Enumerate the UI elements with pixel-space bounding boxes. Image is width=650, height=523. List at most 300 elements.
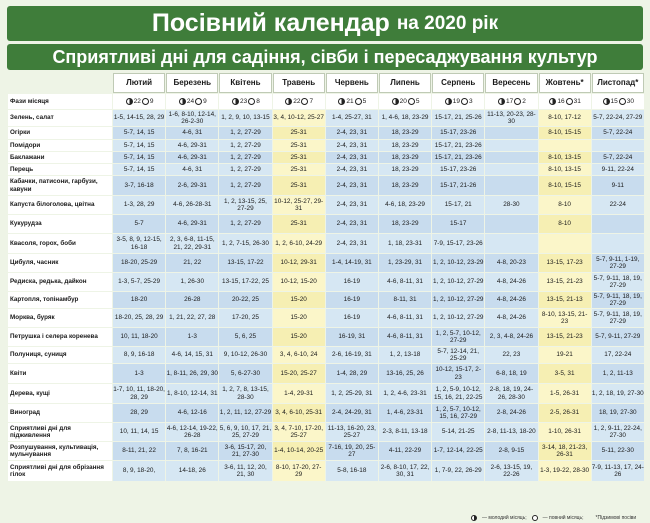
day-cell: 16-19, 31 — [326, 328, 378, 346]
waxing-moon-day: 15 — [610, 97, 618, 105]
day-cell: 25-31 — [273, 152, 325, 163]
moon-phase-cell — [592, 94, 644, 109]
full-moon-day: 31 — [573, 97, 581, 105]
day-cell: 25-31 — [273, 127, 325, 139]
day-cell: 2-4, 23, 31 — [326, 152, 378, 163]
day-cell: 18, 23-29 — [379, 127, 431, 139]
day-cell: 3, 4, 7-10, 17-20, 25-27 — [274, 424, 323, 439]
moon-phase-cell — [326, 94, 378, 109]
table-row — [8, 423, 644, 441]
day-cell: 28, 29 — [113, 404, 165, 422]
planting-calendar-table — [7, 72, 645, 482]
moon-phase-cell — [379, 94, 431, 109]
day-cell: 18-20 — [113, 292, 165, 308]
day-cell: 13-15, 17-23 — [539, 254, 591, 272]
day-cell: 8-10, 13-15 — [539, 152, 591, 163]
day-cell: 4-6, 29-31 — [166, 152, 218, 163]
day-cell: 26-28 — [166, 292, 218, 308]
table-row — [8, 234, 644, 253]
day-cell: 5-7, 9-11, 27-29 — [592, 328, 644, 346]
full-moon-day: 2 — [522, 97, 526, 105]
page-title: Посівний календар — [151, 9, 390, 37]
table-row — [8, 384, 644, 403]
full-moon-icon — [514, 98, 521, 105]
full-moon-day: 30 — [626, 97, 635, 105]
day-cell: 1-4, 10-14, 20-25 — [273, 442, 325, 460]
moon-phase-cell — [166, 94, 218, 109]
day-cell: 1, 2, 5-9, 10-12, 15, 16, 21, 22-25 — [432, 384, 484, 403]
table-row — [8, 461, 644, 481]
month-header: Червень — [326, 73, 378, 93]
day-cell: 1, 2, 25-29, 31 — [326, 384, 378, 403]
legend-note: *Підзимові посіви — [595, 515, 637, 521]
day-cell — [485, 234, 537, 253]
moon-phase-row — [8, 94, 644, 109]
legend — [470, 515, 636, 521]
full-moon-icon — [195, 98, 202, 105]
day-cell: 14-18, 26 — [166, 461, 218, 481]
day-cell: 8-10, 17-12 — [539, 110, 591, 126]
day-cell: 2-8, 24-26 — [485, 404, 537, 422]
table-row — [8, 273, 644, 291]
table-row — [8, 328, 644, 346]
day-cell — [485, 152, 537, 163]
day-cell: 5-7, 9-11, 18, 19, 27-29 — [593, 292, 642, 307]
day-cell: 1, 2, 6-10, 24-29 — [273, 234, 325, 253]
day-cell: 5-7, 22-24 — [592, 152, 644, 163]
month-header-row — [8, 73, 644, 93]
day-cell: 13-15, 21-13 — [539, 292, 591, 308]
full-moon-icon — [566, 98, 573, 105]
day-cell: 15-20, 25-27 — [273, 364, 325, 383]
moon-phase-cell — [113, 94, 165, 109]
day-cell: 2-4, 23, 31 — [326, 215, 378, 233]
month-header: Вересень — [485, 73, 537, 93]
day-cell: 1, 21, 22, 27, 28 — [166, 309, 218, 327]
day-cell: 4-6, 31 — [166, 127, 218, 139]
day-cell: 8-10, 13-15 — [539, 164, 591, 175]
crop-label: Цибуля, часник — [8, 254, 112, 272]
day-cell: 4-6, 12-14, 19-22, 26-28 — [166, 424, 218, 439]
day-cell: 1-3 — [113, 364, 165, 383]
day-cell: 18-20, 25-29 — [113, 254, 165, 272]
day-cell: 18, 23-29 — [379, 164, 431, 175]
day-cell: 13-16, 25, 26 — [379, 364, 431, 383]
waxing-moon-icon — [338, 98, 345, 105]
day-cell: 3-6, 11, 12, 20, 21, 30 — [219, 461, 271, 481]
day-cell: 7-9, 15-17, 23-26 — [432, 234, 484, 253]
full-moon-icon — [142, 98, 149, 105]
day-cell: 18, 23-29 — [379, 215, 431, 233]
day-cell: 1, 2, 10-12, 23-29 — [432, 254, 484, 272]
header-corner — [8, 73, 112, 93]
day-cell: 8-10, 15-15 — [539, 176, 591, 195]
day-cell: 4-11, 22-29 — [379, 442, 431, 460]
day-cell: 4-6, 26-28-31 — [166, 196, 218, 214]
day-cell: 4-6, 8-11, 31 — [379, 328, 431, 346]
day-cell: 5, 6, 9, 10, 17, 21, 25, 27-29 — [219, 424, 272, 439]
table-row — [8, 254, 644, 272]
day-cell: 2-4, 23, 31 — [326, 234, 378, 253]
day-cell: 1, 2, 27-29 — [219, 215, 271, 233]
day-cell: 4-6, 12-16 — [166, 404, 218, 422]
day-cell — [485, 215, 537, 233]
crop-label: Сприятливі дні для підживлення — [8, 423, 112, 441]
day-cell — [539, 234, 591, 253]
waxing-moon-icon — [285, 98, 292, 105]
day-cell: 18, 23-29 — [379, 176, 431, 195]
day-cell: 17-20, 25 — [219, 309, 271, 327]
day-cell: 18-20, 25, 28, 29 — [113, 309, 165, 327]
table-row — [8, 347, 644, 363]
waxing-moon-day: 22 — [293, 97, 301, 105]
month-header: Травень — [273, 73, 325, 93]
day-cell: 4-6, 8-11, 31 — [379, 309, 431, 327]
table-row — [8, 215, 644, 233]
waxing-moon-day: 22 — [133, 97, 141, 105]
waxing-moon-icon — [549, 98, 556, 105]
day-cell: 3, 4, 10-12, 25-27 — [273, 110, 325, 126]
day-cell: 28-30 — [485, 196, 537, 214]
day-cell — [592, 234, 644, 253]
day-cell — [592, 140, 644, 151]
month-header: Жовтень* — [539, 73, 591, 93]
waxing-moon-icon — [445, 98, 452, 105]
day-cell: 1-3, 19-22, 28-30 — [539, 461, 591, 481]
day-cell: 15-17, 21, 25-26 — [432, 110, 484, 126]
day-cell: 4-6, 8-11, 31 — [379, 273, 431, 291]
day-cell: 2-4, 23, 31 — [326, 140, 378, 151]
day-cell: 1, 2, 7, 8, 13-15, 28-30 — [219, 384, 271, 403]
day-cell: 13-15, 17-22 — [219, 254, 271, 272]
day-cell: 3, 4, 6-10, 24 — [273, 347, 325, 363]
day-cell: 15-17 — [432, 215, 484, 233]
table-row — [8, 176, 644, 195]
day-cell: 1-6, 8-10, 12-14, 26-2-30 — [166, 110, 218, 126]
day-cell: 4-8, 24-26 — [485, 273, 537, 291]
day-cell: 5-8, 16-18 — [326, 461, 378, 481]
crop-label: Кабачки, патисони, гарбузи, кавуни — [8, 176, 112, 195]
day-cell: 16-19 — [326, 273, 378, 291]
legend-waxing-text: — молодий місяць; — [482, 515, 527, 521]
day-cell: 8, 9, 16-18 — [113, 347, 165, 363]
day-cell: 22, 23 — [485, 347, 537, 363]
day-cell: 1, 2, 11-13 — [592, 364, 644, 383]
day-cell — [485, 164, 537, 175]
day-cell: 15-20 — [273, 309, 325, 327]
table-row — [8, 127, 644, 139]
day-cell: 5, 6-27-30 — [219, 364, 271, 383]
day-cell: 15-20 — [273, 328, 325, 346]
waxing-moon-day: 24 — [186, 97, 195, 105]
waxing-moon-day: 16 — [557, 97, 565, 105]
day-cell: 1, 2, 13-15, 25, 27-29 — [219, 196, 271, 214]
crop-label: Квасоля, горох, боби — [8, 234, 112, 253]
day-cell: 5-7, 14, 15 — [113, 164, 165, 175]
moon-phase-label: Фази місяця — [8, 94, 112, 109]
day-cell: 4-8, 24-26 — [485, 309, 537, 327]
day-cell: 1, 4-6, 23-31 — [379, 404, 431, 422]
day-cell: 1-4, 28, 29 — [326, 364, 378, 383]
day-cell: 1, 2, 27-29 — [219, 127, 271, 139]
table-row — [8, 404, 644, 422]
day-cell: 25-31 — [273, 140, 325, 151]
day-cell: 1-3, 5-7, 25-29 — [113, 273, 165, 291]
day-cell: 2-8, 9-15 — [485, 442, 537, 460]
day-cell: 15-17, 21 — [432, 196, 484, 214]
crop-label: Картопля, топінамбур — [8, 292, 112, 308]
day-cell: 1-3, 28, 29 — [113, 196, 165, 214]
moon-phase-cell — [539, 94, 591, 109]
day-cell: 1, 18, 23-31 — [379, 234, 431, 253]
day-cell: 1-7, 10, 11, 18-20, 28, 29 — [113, 384, 165, 403]
day-cell: 5-7 — [113, 215, 165, 233]
day-cell: 10, 11, 14, 15 — [113, 423, 165, 441]
day-cell: 20-22, 25 — [219, 292, 271, 308]
day-cell: 1-7, 12-14, 22-25 — [432, 442, 484, 460]
full-moon-icon — [461, 98, 468, 105]
month-header: Квітень — [219, 73, 271, 93]
day-cell: 5-11, 22-30 — [592, 442, 644, 460]
table-row — [8, 140, 644, 151]
day-cell: 5-7, 14, 15 — [113, 152, 165, 163]
day-cell: 1-10, 26-31 — [539, 423, 591, 441]
day-cell: 8-10 — [539, 196, 591, 214]
moon-phase-cell — [432, 94, 484, 109]
waxing-moon-icon — [471, 515, 477, 521]
moon-phase-cell — [485, 94, 537, 109]
day-cell: 2-3, 8-11, 13-18 — [379, 423, 431, 441]
crop-label: Редиска, редька, дайкон — [8, 273, 112, 291]
day-cell: 9, 10-12, 26-30 — [219, 347, 271, 363]
day-cell: 3-14, 18, 21-23, 26-31 — [539, 442, 591, 460]
day-cell: 10-12, 15-20 — [273, 273, 325, 291]
day-cell: 4-6, 31 — [166, 164, 218, 175]
day-cell: 15-20 — [273, 292, 325, 308]
waxing-moon-icon — [392, 98, 399, 105]
crop-label: Капуста білоголова, цвітна — [8, 196, 112, 214]
day-cell: 1-4, 25-27, 31 — [326, 110, 378, 126]
day-cell: 1, 2, 9-11, 22-24, 27-30 — [593, 424, 642, 439]
day-cell: 10-12, 25-27, 29-31 — [274, 197, 324, 212]
waxing-moon-day: 21 — [346, 97, 354, 105]
crop-label: Полуниця, суниця — [8, 347, 112, 363]
day-cell: 2-8, 11-13, 18-20 — [485, 423, 537, 441]
day-cell — [485, 176, 537, 195]
day-cell: 1, 2, 5-7, 10-12, 27-29 — [432, 328, 484, 346]
crop-label: Виноград — [8, 404, 112, 422]
day-cell: 1, 2, 13-18 — [379, 347, 431, 363]
day-cell: 2-5, 26-31 — [539, 404, 591, 422]
table-row — [8, 196, 644, 214]
day-cell: 3, 4, 6-10, 25-31 — [273, 404, 325, 422]
day-cell: 19-21 — [539, 347, 591, 363]
page-title-year: на 2020 рік — [396, 12, 499, 34]
day-cell: 25-31 — [273, 176, 325, 195]
day-cell: 4-8, 24-26 — [485, 292, 537, 308]
day-cell: 1, 4-6, 18, 23-29 — [379, 110, 431, 126]
full-moon-day: 3 — [469, 97, 473, 105]
day-cell: 1, 2, 7-15, 26-30 — [219, 234, 271, 253]
table-row — [8, 309, 644, 327]
day-cell: 4-6, 14, 15, 31 — [166, 347, 218, 363]
day-cell — [592, 215, 644, 233]
day-cell: 1-4, 29-31 — [273, 384, 325, 403]
day-cell — [485, 140, 537, 151]
day-cell: 8-10, 13-15, 21-23 — [539, 309, 591, 327]
day-cell: 7-16, 19, 20, 25-27 — [326, 442, 378, 460]
day-cell: 13-15, 21-23 — [539, 328, 591, 346]
day-cell: 8-11, 31 — [379, 292, 431, 308]
day-cell: 13-15, 21-23 — [539, 273, 591, 291]
day-cell: 9-11, 22-24 — [592, 164, 644, 175]
crop-label: Помідори — [8, 140, 112, 151]
day-cell — [485, 127, 537, 139]
day-cell: 18, 19, 27-30 — [592, 404, 644, 422]
day-cell: 15-17, 21, 23-26 — [432, 152, 484, 163]
table-row — [8, 110, 644, 126]
day-cell: 1, 26-30 — [166, 273, 218, 291]
month-header: Лютий — [113, 73, 165, 93]
month-header: Листопад* — [592, 73, 644, 93]
month-header: Липень — [379, 73, 431, 93]
day-cell: 2-4, 23, 31 — [326, 196, 378, 214]
waxing-moon-icon — [179, 98, 186, 105]
day-cell: 1, 2, 4-6, 23-31 — [379, 384, 431, 403]
day-cell: 8-10, 17-20, 27-29 — [273, 461, 325, 481]
day-cell: 2-6, 29-31 — [166, 176, 218, 195]
crop-label: Дерева, кущі — [8, 384, 112, 403]
full-moon-day: 9 — [203, 97, 207, 105]
day-cell: 5-7, 9-11, 18, 19, 27-29 — [593, 310, 642, 325]
full-moon-icon — [355, 98, 362, 105]
day-cell: 1-5, 26-31 — [539, 384, 591, 403]
day-cell: 10-12, 15-17, 2-23 — [432, 364, 484, 383]
day-cell: 4-6, 18, 23-29 — [379, 196, 431, 214]
day-cell: 5-7, 14, 15 — [113, 140, 165, 151]
day-cell: 11-13, 20-23, 28-30 — [487, 110, 536, 125]
day-cell: 16-19 — [326, 309, 378, 327]
full-moon-day: 7 — [309, 97, 314, 105]
day-cell: 5, 6, 25 — [219, 328, 271, 346]
day-cell: 5-7, 12-14, 21, 25-29 — [432, 347, 484, 363]
day-cell — [539, 140, 591, 151]
full-moon-icon — [408, 98, 415, 105]
day-cell: 1, 2, 18, 19, 27-30 — [592, 384, 644, 403]
day-cell: 3-5, 31 — [539, 364, 591, 383]
moon-phase-cell — [273, 94, 325, 109]
day-cell: 15-17, 23-26 — [432, 164, 484, 175]
day-cell: 4-8, 20-23 — [485, 254, 537, 272]
crop-label: Квіти — [8, 364, 112, 383]
day-cell: 1, 2, 27-29 — [219, 164, 271, 175]
waxing-moon-icon — [232, 98, 239, 105]
day-cell: 5-7, 22-24, 27-29 — [592, 110, 644, 126]
day-cell: 6-8, 18, 19 — [485, 364, 537, 383]
day-cell: 2-4, 23, 31 — [326, 127, 378, 139]
moon-phase-cell — [219, 94, 271, 109]
day-cell: 2-6, 13-15, 19, 22-26 — [485, 461, 537, 481]
day-cell: 2, 3, 4-8, 24-26 — [485, 328, 537, 346]
crop-label: Перець — [8, 164, 112, 175]
full-moon-day: 5 — [415, 97, 420, 105]
day-cell: 1, 7-9, 22, 26-29 — [432, 461, 484, 481]
crop-label: Огірки — [8, 127, 112, 139]
day-cell: 1, 2, 27-29 — [219, 176, 271, 195]
day-cell: 8-10, 15-15 — [539, 127, 591, 139]
waxing-moon-icon — [603, 98, 610, 105]
day-cell: 21, 22 — [166, 254, 218, 272]
day-cell: 8-10 — [539, 215, 591, 233]
day-cell: 1, 23-29, 31 — [379, 254, 431, 272]
day-cell: 2-4, 24-29, 31 — [326, 404, 378, 422]
waxing-moon-day: 19 — [452, 97, 461, 105]
crop-label: Кукурудза — [8, 215, 112, 233]
full-moon-icon — [532, 515, 538, 521]
day-cell: 1, 2, 5-7, 10-12, 15, 16, 27-29 — [432, 404, 484, 422]
day-cell: 8-11, 21, 22 — [113, 442, 165, 460]
day-cell: 2-4, 23, 31 — [326, 164, 378, 175]
day-cell: 4-6, 29-31 — [166, 140, 218, 151]
day-cell: 1, 2, 11, 12, 27-29 — [219, 404, 271, 422]
day-cell: 5-14, 21-25 — [432, 423, 484, 441]
day-cell: 7, 8, 16-21 — [166, 442, 218, 460]
table-row — [8, 164, 644, 175]
day-cell: 15-17, 23-26 — [432, 127, 484, 139]
day-cell: 2-8, 18, 19, 24-26, 28-30 — [485, 384, 537, 403]
day-cell: 1-5, 14-15, 28, 29 — [113, 110, 165, 126]
table-row — [8, 152, 644, 163]
day-cell: 1, 2, 10-12, 27-29 — [432, 273, 484, 291]
full-moon-icon — [248, 98, 255, 105]
day-cell: 5-7, 9-11, 1-19, 27-29 — [592, 254, 644, 272]
day-cell: 10, 11, 18-20 — [113, 328, 165, 346]
day-cell: 2-6, 8-10, 17, 22, 30, 31 — [379, 461, 431, 481]
subtitle-bar — [7, 44, 643, 70]
day-cell: 1, 2, 10-12, 27-29 — [432, 292, 484, 308]
waxing-moon-icon — [498, 98, 505, 105]
day-cell: 2-4, 23, 31 — [326, 176, 378, 195]
day-cell: 18, 23-29 — [379, 140, 431, 151]
day-cell: 1-3 — [166, 328, 218, 346]
day-cell: 2-6, 16-19, 31 — [326, 347, 378, 363]
day-cell: 25-31 — [273, 164, 325, 175]
day-cell: 25-31 — [273, 215, 325, 233]
day-cell: 17, 22-24 — [592, 347, 644, 363]
day-cell: 4-6, 29-31 — [166, 215, 218, 233]
day-cell: 8, 9, 18-20, — [113, 461, 165, 481]
full-moon-icon — [301, 98, 308, 105]
day-cell: 1, 2, 27-29 — [219, 140, 271, 151]
day-cell: 15-17, 21, 23-26 — [432, 140, 484, 151]
day-cell: 1, 2, 9, 10, 13-15 — [219, 110, 271, 126]
table-row — [8, 364, 644, 383]
day-cell: 3-5, 8, 9, 12-15, 16-18 — [113, 234, 165, 253]
crop-label: Петрушка і селера коренева — [8, 328, 112, 346]
full-moon-icon — [619, 98, 626, 105]
day-cell: 1, 8-10, 12-14, 31 — [166, 384, 218, 403]
waxing-moon-day: 20 — [399, 97, 407, 105]
month-header: Березень — [166, 73, 218, 93]
day-cell: 2, 3, 6-8, 11-15, 21, 22, 29-31 — [166, 234, 218, 253]
crop-label: Зелень, салат — [8, 110, 112, 126]
day-cell: 16-19 — [326, 292, 378, 308]
day-cell: 5-7, 9-11, 18, 19, 27-29 — [593, 274, 642, 289]
day-cell: 1, 2, 10-12, 27-29 — [432, 309, 484, 327]
day-cell: 1, 8-11, 26, 29, 30 — [166, 364, 218, 383]
waxing-moon-day: 17 — [505, 97, 514, 105]
day-cell: 13-15, 17-22, 25 — [219, 273, 271, 291]
